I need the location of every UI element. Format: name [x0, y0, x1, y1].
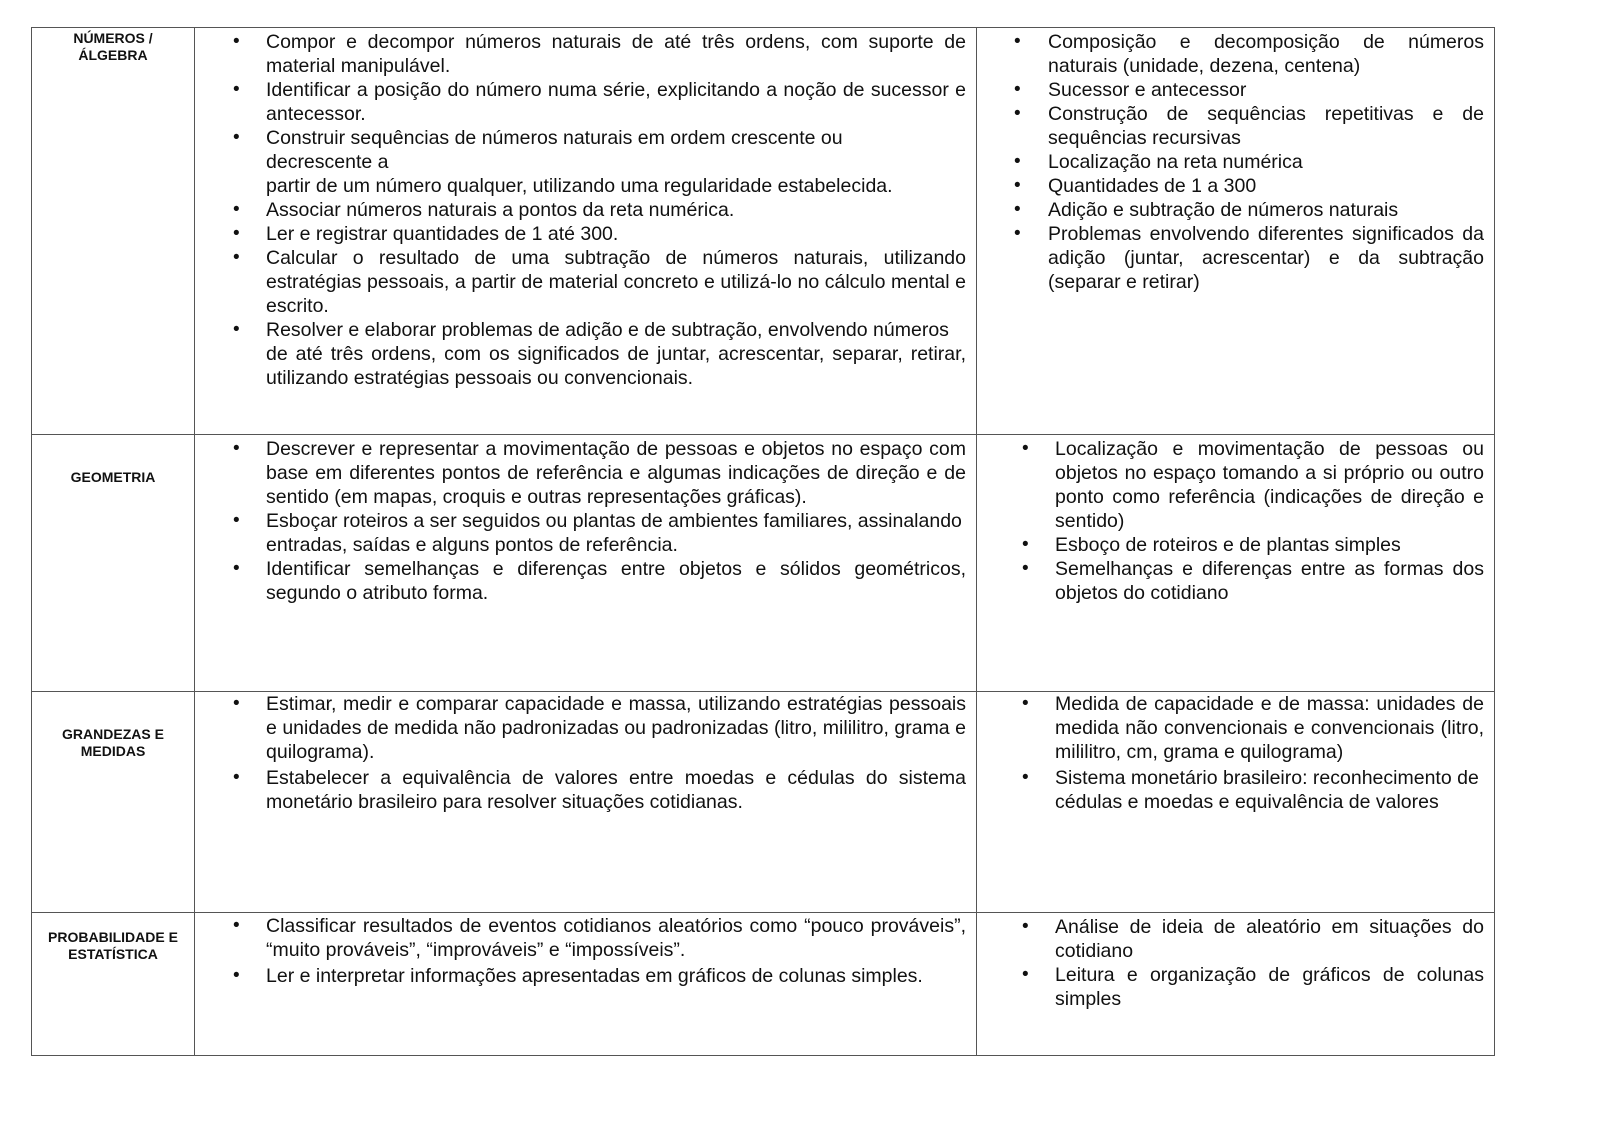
skills-list: [195, 28, 976, 390]
table-row: [32, 28, 1495, 435]
axis-cell: [32, 692, 195, 913]
list-item-text: • Localização e movimentação de pessoas ou objetos no espaço tomando a si próprio ou outro ponto como referência (indicações de direção e sentido): [1055, 438, 1484, 532]
list-item: [977, 963, 1494, 1011]
list-item-text: • Localização na reta numérica: [1048, 151, 1303, 173]
list-item-text: • Análise de ideia de aleatório em situações do cotidiano: [1055, 916, 1484, 962]
list-item-text: • Construir sequências de números naturais em ordem crescente ou: [266, 127, 843, 149]
list-item: [195, 222, 976, 246]
list-item-text: • Problemas envolvendo diferentes significados da adição (juntar, acrescentar) e da subtração (separar e retirar): [1048, 223, 1484, 293]
objects-cell: [977, 28, 1495, 435]
list-item-text: • Descrever e representar a movimentação de pessoas e objetos no espaço com base em diferentes pontos de referência e algumas indicações de direção e de sentido (em mapas, croquis e outras representações gráficas).: [266, 438, 966, 508]
objects-cell: [977, 913, 1495, 1056]
list-item: [195, 78, 976, 126]
list-item-text: decrescente a: [266, 151, 389, 173]
list-item-text: cédulas e moedas e equivalência de valores: [1055, 791, 1439, 813]
list-item-text: entradas, saídas e alguns pontos de referência.: [266, 534, 678, 556]
list-item-text: • Esboçar roteiros a ser seguidos ou plantas de ambientes familiares, assinalando: [266, 510, 962, 532]
list-item-text: • Estabelecer a equivalência de valores entre moedas e cédulas do sistema monetário brasileiro para resolver situações cotidianas.: [266, 767, 966, 813]
list-item-text: • Estimar, medir e comparar capacidade e massa, utilizando estratégias pessoais e unidades de medida não padronizadas ou padronizadas (litro, mililitro, grama e quilograma).: [266, 693, 966, 763]
list-item-text: • Esboço de roteiros e de plantas simples: [1055, 534, 1401, 556]
axis-cell: [32, 28, 195, 435]
list-item: [977, 102, 1494, 150]
axis-cell: [32, 435, 195, 692]
list-item-text: • Construção de sequências repetitivas e de sequências recursivas: [1048, 103, 1484, 149]
objects-list: [977, 28, 1494, 294]
list-item-text: • Identificar a posição do número numa série, explicitando a noção de sucessor e antecessor.: [266, 79, 966, 125]
list-item-text: • Calcular o resultado de uma subtração de números naturais, utilizando estratégias pessoais, a partir de material concreto e utilizá-lo no cálculo mental e escrito.: [266, 247, 966, 317]
list-item: [195, 692, 976, 764]
skills-list: [195, 913, 976, 988]
skills-cell: [195, 913, 977, 1056]
list-item: [195, 964, 976, 988]
list-item: [977, 78, 1494, 102]
list-item-text: • Leitura e organização de gráficos de colunas simples: [1055, 964, 1484, 1010]
list-item: [195, 914, 976, 962]
list-item-text: • Composição e decomposição de números naturais (unidade, dezena, centena): [1048, 31, 1484, 77]
list-item: [977, 557, 1494, 605]
list-item-text: • Medida de capacidade e de massa: unidades de medida não convencionais e convencionais (litro, mililitro, cm, grama e quilograma): [1055, 693, 1484, 763]
objects-list: [977, 913, 1494, 1011]
list-item-text: • Associar números naturais a pontos da reta numérica.: [266, 199, 735, 221]
list-item: [195, 30, 976, 78]
list-item-text: • Semelhanças e diferenças entre as formas dos objetos do cotidiano: [1055, 558, 1484, 604]
objects-cell: [977, 435, 1495, 692]
list-item: [977, 915, 1494, 963]
list-item-text: • Classificar resultados de eventos cotidianos aleatórios como “pouco prováveis”, “muito prováveis”, “improváveis” e “impossíveis”.: [266, 915, 966, 961]
table-row: [32, 692, 1495, 913]
skills-list: [195, 435, 976, 605]
list-item: [977, 692, 1494, 764]
table-row: [32, 435, 1495, 692]
skills-cell: [195, 28, 977, 435]
list-item: [195, 557, 976, 605]
list-item: [977, 533, 1494, 557]
list-item-text: • Ler e interpretar informações apresentadas em gráficos de colunas simples.: [266, 965, 923, 987]
list-item: [195, 246, 976, 318]
objects-list: [977, 435, 1494, 605]
skills-list: [195, 692, 976, 814]
list-item: [195, 509, 976, 557]
curriculum-table: [31, 27, 1495, 1056]
list-item-text: • Quantidades de 1 a 300: [1048, 175, 1257, 197]
list-item: [977, 174, 1494, 198]
list-item-text: • Sistema monetário brasileiro: reconhecimento de: [1055, 767, 1479, 789]
skills-cell: [195, 435, 977, 692]
list-item: [977, 150, 1494, 174]
table-row: [32, 913, 1495, 1056]
list-item-text: • Sucessor e antecessor: [1048, 79, 1247, 101]
axis-label: GRANDEZAS E MEDIDAS: [62, 726, 164, 759]
skills-cell: [195, 692, 977, 913]
objects-list: [977, 692, 1494, 814]
list-item: [195, 318, 976, 390]
axis-label: GEOMETRIA: [70, 469, 156, 485]
list-item: [195, 198, 976, 222]
axis-label: NÚMEROS / ÁLGEBRA: [73, 30, 153, 63]
list-item-text: • Identificar semelhanças e diferenças entre objetos e sólidos geométricos, segundo o atributo forma.: [266, 558, 966, 604]
list-item-text: partir de um número qualquer, utilizando uma regularidade estabelecida.: [266, 175, 893, 197]
list-item: [195, 126, 976, 198]
list-item: [977, 198, 1494, 222]
list-item: [195, 766, 976, 814]
objects-cell: [977, 692, 1495, 913]
axis-cell: [32, 913, 195, 1056]
list-item-text: de até três ordens, com os significados de juntar, acrescentar, separar, retirar, utilizando estratégias pessoais ou convencionais.: [266, 343, 966, 389]
list-item: [977, 437, 1494, 533]
list-item-text: • Resolver e elaborar problemas de adição e de subtração, envolvendo números: [266, 319, 949, 341]
list-item: [977, 222, 1494, 294]
list-item-text: • Compor e decompor números naturais de até três ordens, com suporte de material manipulável.: [266, 31, 966, 77]
list-item: [977, 766, 1494, 814]
axis-label: PROBABILIDADE E ESTATÍSTICA: [48, 929, 178, 962]
list-item: [195, 437, 976, 509]
list-item-text: • Ler e registrar quantidades de 1 até 300.: [266, 223, 619, 245]
list-item-text: • Adição e subtração de números naturais: [1048, 199, 1399, 221]
list-item: [977, 30, 1494, 78]
